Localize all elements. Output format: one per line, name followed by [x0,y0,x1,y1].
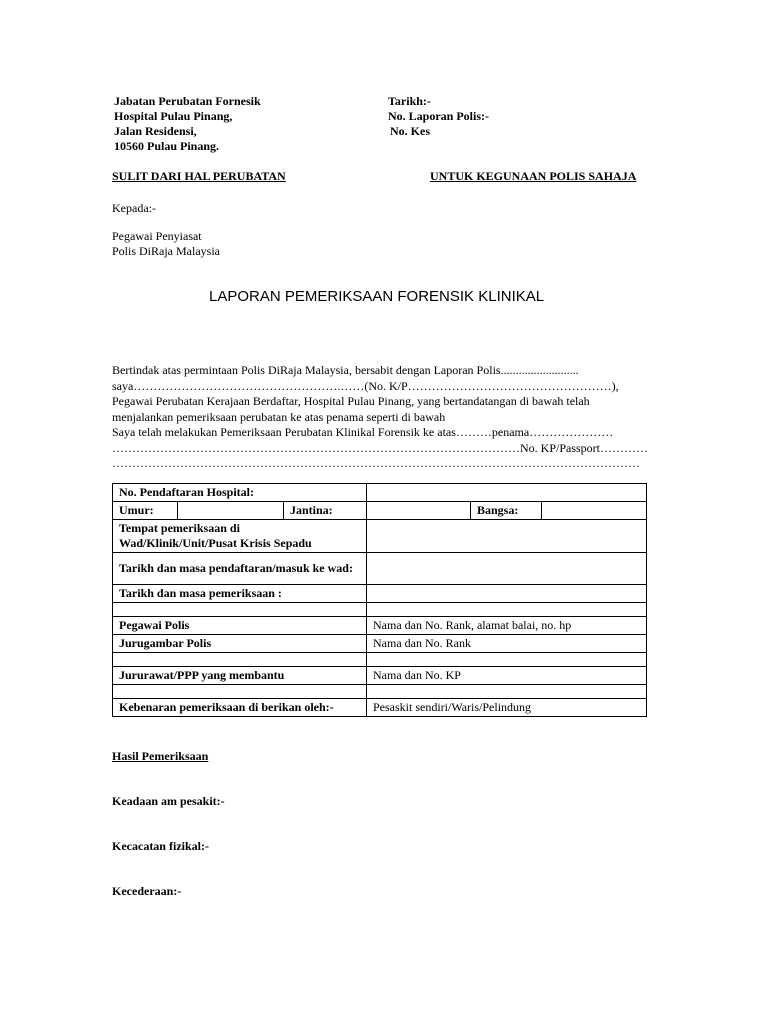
kecederaan-label: Kecederaan:- [112,884,182,898]
tarikh-pemeriksaan-field[interactable] [367,585,647,603]
jantina-field[interactable] [367,502,471,520]
no-pendaftaran-field[interactable] [367,484,647,502]
kepada-label: Kepada:- [112,201,156,215]
bangsa-label: Bangsa: [471,502,542,520]
tarikh-pendaftaran-label: Tarikh dan masa pendaftaran/masuk ke wad: [113,553,367,585]
table-row [113,617,647,635]
tarikh-pemeriksaan-label: Tarikh dan masa pemeriksaan : [113,585,367,603]
recipient-line-2: Polis DiRaja Malaysia [112,244,220,258]
bangsa-field[interactable] [542,502,647,520]
table-row [113,502,647,520]
address-line-4: 10560 Pulau Pinang. [114,139,220,153]
tarikh-label: Tarikh:- [388,94,431,108]
paragraph-line-5: Saya telah melakukan Pemeriksaan Perubatan Klinikal Forensik ke atas………penama………………… [112,425,614,439]
police-use-label: UNTUK KEGUNAAN POLIS SAHAJA [430,169,637,183]
tarikh-pendaftaran-field[interactable] [367,553,647,585]
paragraph-line-4: menjalankan pemeriksaan perubatan ke atas penama seperti di bawah [112,409,446,424]
confidential-label: SULIT DARI HAL PERUBATAN [112,169,286,183]
tempat-pemeriksaan-field[interactable] [367,520,647,553]
address-line-2: Hospital Pulau Pinang, [114,109,233,123]
page-title: LAPORAN PEMERIKSAAN FORENSIK KLINIKAL [209,288,545,305]
no-kes-label: No. Kes [390,124,430,138]
paragraph-line-1: Bertindak atas permintaan Polis DiRaja Malaysia, bersabit dengan Laporan Polis.......................... [112,363,579,377]
kecacatan-fizikal-label: Kecacatan fizikal:- [112,839,209,853]
report-ref-block [388,94,489,139]
jurugambar-polis-label: Jurugambar Polis [113,635,367,653]
table-row [113,553,647,585]
table-row [113,685,647,699]
table-row [113,653,647,667]
recipient-line-1: Pegawai Penyiasat [112,229,202,243]
blank-cell [367,603,647,617]
paragraph-line-6: …………………………………………………………………………………………No. KP/Passport………… [112,440,649,455]
jurugambar-polis-field[interactable]: Nama dan No. Rank [367,635,647,653]
paragraph-line-7: …………………………………………………………………………………………………………………… [112,456,640,470]
paragraph-line-3: Pegawai Perubatan Kerajaan Berdaftar, Hospital Pulau Pinang, yang bertandatangan di bawah telah [112,394,590,408]
blank-cell [113,603,367,617]
jururawat-label: Jururawat/PPP yang membantu [113,667,367,685]
table-row [113,520,647,553]
table-row [113,585,647,603]
kebenaran-label: Kebenaran pemeriksaan di berikan oleh:- [113,699,367,717]
table-row [113,699,647,717]
hasil-pemeriksaan-heading: Hasil Pemeriksaan [112,749,209,763]
kebenaran-field[interactable]: Pesaskit sendiri/Waris/Pelindung [367,699,647,717]
umur-label: Umur: [113,502,178,520]
table-row [113,635,647,653]
table-row [113,667,647,685]
umur-field[interactable] [178,502,284,520]
patient-details-table [112,483,647,717]
paragraph-line-2: saya…………………………………………….……(No. K/P……………………………………………), [112,378,619,393]
jantina-label: Jantina: [284,502,367,520]
address-line-3: Jalan Residensi, [114,124,197,138]
tempat-pemeriksaan-label: Tempat pemeriksaan di Wad/Klinik/Unit/Pusat Krisis Sepadu [113,520,367,553]
table-row [113,603,647,617]
blank-cell [367,685,647,699]
no-pendaftaran-label: No. Pendaftaran Hospital: [113,484,367,502]
blank-cell [113,653,367,667]
blank-cell [113,685,367,699]
blank-cell [367,653,647,667]
address-line-1: Jabatan Perubatan Fornesik [114,94,261,108]
no-laporan-polis-label: No. Laporan Polis:- [388,109,490,123]
table-row [113,484,647,502]
pegawai-polis-label: Pegawai Polis [113,617,367,635]
declaration-paragraph [112,363,652,472]
pegawai-polis-field[interactable]: Nama dan No. Rank, alamat balai, no. hp [367,617,647,635]
address-block [114,94,261,154]
jururawat-field[interactable]: Nama dan No. KP [367,667,647,685]
keadaan-am-label: Keadaan am pesakit:- [112,794,225,808]
